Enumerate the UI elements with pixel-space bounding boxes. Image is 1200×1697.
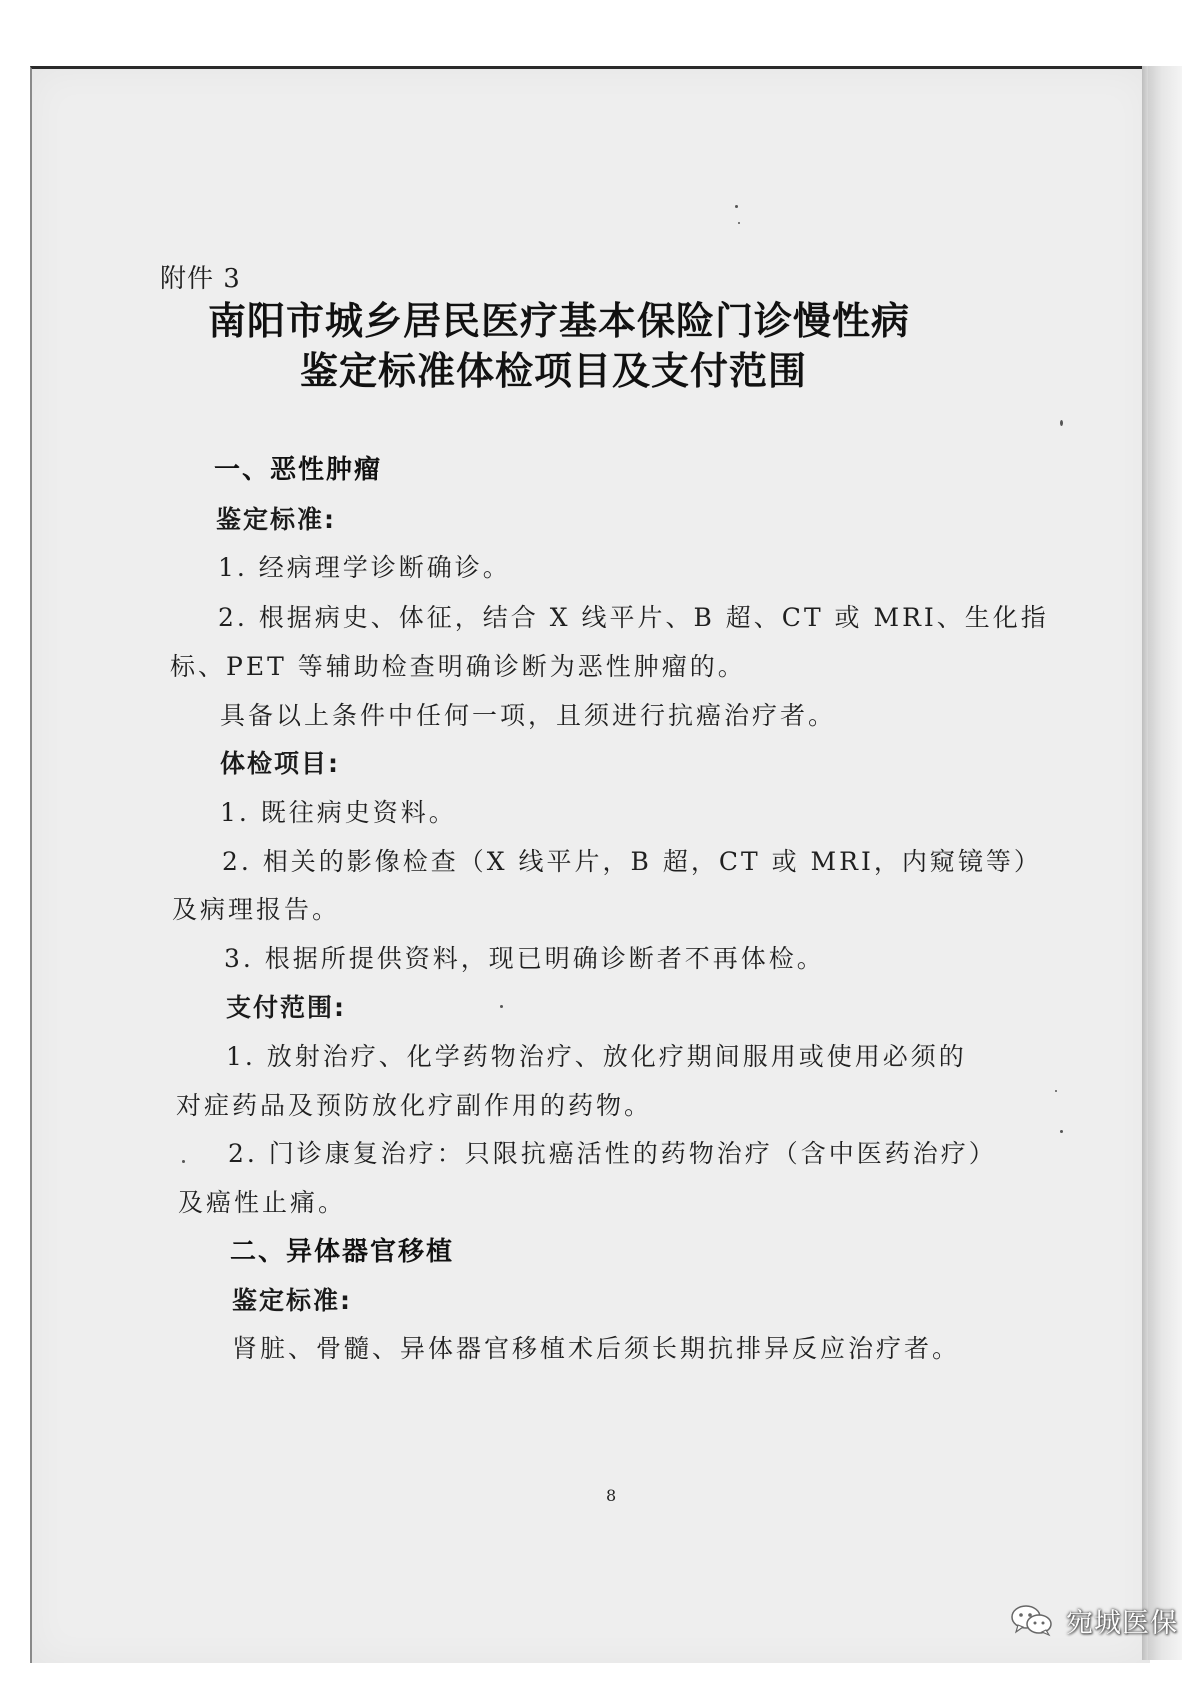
- section1-criteria-item-cont: 标、PET 等辅助检查明确诊断为恶性肿瘤的。: [170, 652, 746, 681]
- section1-criteria-note: 具备以上条件中任何一项，且须进行抗癌治疗者。: [220, 701, 837, 730]
- scan-speck: [1060, 1130, 1063, 1133]
- document-title-line1: 南阳市城乡居民医疗基本保险门诊慢性病: [208, 299, 911, 343]
- section2-criteria-label: 鉴定标准:: [232, 1286, 352, 1315]
- wechat-icon: [1010, 1603, 1054, 1637]
- section1-criteria-label: 鉴定标准:: [216, 505, 336, 534]
- page-edge: [1148, 66, 1182, 1660]
- section1-exam-item: 1. 既往病史资料。: [220, 798, 457, 827]
- section1-payment-item-cont: 及癌性止痛。: [178, 1188, 347, 1217]
- scan-speck: [182, 1160, 185, 1163]
- section2-criteria-item: 肾脏、骨髓、异体器官移植术后须长期抗排异反应治疗者。: [232, 1334, 961, 1363]
- watermark: [1010, 1600, 1178, 1640]
- section1-payment-item: 2. 门诊康复治疗：只限抗癌活性的药物治疗（含中医药治疗）: [228, 1139, 997, 1168]
- section1-payment-item-cont: 对症药品及预防放化疗副作用的药物。: [176, 1091, 653, 1120]
- document-title-line2: 鉴定标准体检项目及支付范围: [300, 349, 808, 393]
- scan-speck: [1055, 1090, 1057, 1092]
- section1-heading: 一、恶性肿瘤: [214, 455, 383, 485]
- scan-speck: [500, 1005, 503, 1008]
- section1-payment-item: 1. 放射治疗、化学药物治疗、放化疗期间服用或使用必须的: [226, 1042, 967, 1071]
- scan-speck: [738, 222, 740, 224]
- section1-criteria-item: 2. 根据病史、体征，结合 X 线平片、B 超、CT 或 MRI、生化指: [218, 603, 1049, 632]
- watermark-text: 宛城医保: [1066, 1607, 1178, 1639]
- section1-exam-item: 2. 相关的影像检查（X 线平片，B 超，CT 或 MRI，内窥镜等）: [222, 847, 1042, 876]
- section1-exam-label: 体检项目:: [220, 749, 340, 778]
- section1-payment-label: 支付范围:: [226, 993, 346, 1022]
- section1-exam-item: 3. 根据所提供资料，现已明确诊断者不再体检。: [224, 944, 825, 973]
- section1-exam-item-cont: 及病理报告。: [172, 895, 341, 924]
- scan-speck: [1060, 420, 1063, 426]
- section1-criteria-item: 1. 经病理学诊断确诊。: [218, 553, 511, 582]
- page-number: 8: [606, 1486, 617, 1505]
- scan-speck: [735, 205, 738, 208]
- attachment-label: 附件 3: [160, 264, 241, 294]
- section2-heading: 二、异体器官移植: [230, 1237, 455, 1267]
